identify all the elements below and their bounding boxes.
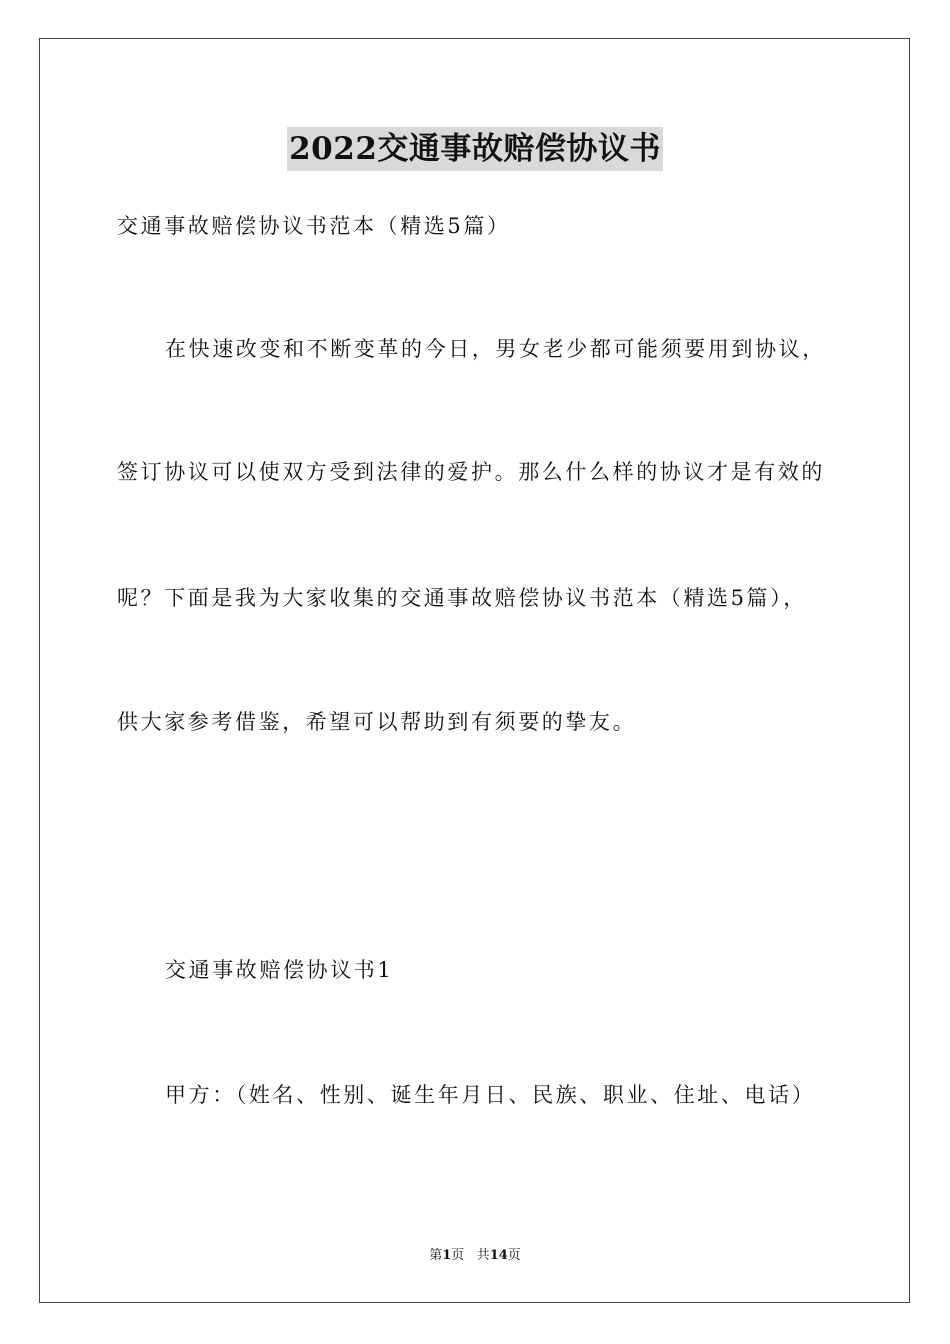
footer-page-suffix: 页	[451, 1248, 465, 1263]
title-container	[0, 127, 950, 171]
paragraph-line-2: 签订协议可以使双方受到法律的爱护。那么什么样的协议才是有效的	[117, 460, 825, 484]
party-a-line: 甲方：（姓名、性别、诞生年月日、民族、职业、住址、电话）	[165, 1083, 816, 1107]
footer-total-suffix: 页	[507, 1248, 521, 1263]
section-heading: 交通事故赔偿协议书1	[165, 958, 394, 982]
paragraph-line-3: 呢？下面是我为大家收集的交通事故赔偿协议书范本（精选5篇），	[117, 586, 807, 610]
document-subtitle: 交通事故赔偿协议书范本（精选5篇）	[117, 214, 511, 238]
footer-total-pages: 14	[489, 1248, 508, 1263]
paragraph-line-1: 在快速改变和不断变革的今日，男女老少都可能须要用到协议，	[165, 337, 826, 361]
footer-page-number: 1	[442, 1248, 452, 1263]
page-footer	[0, 1247, 950, 1265]
document-title: 2022交通事故赔偿协议书	[287, 127, 663, 171]
footer-total-prefix: 共	[476, 1248, 490, 1263]
footer-page-prefix: 第	[429, 1248, 443, 1263]
paragraph-line-4: 供大家参考借鉴，希望可以帮助到有须要的挚友。	[117, 710, 637, 734]
